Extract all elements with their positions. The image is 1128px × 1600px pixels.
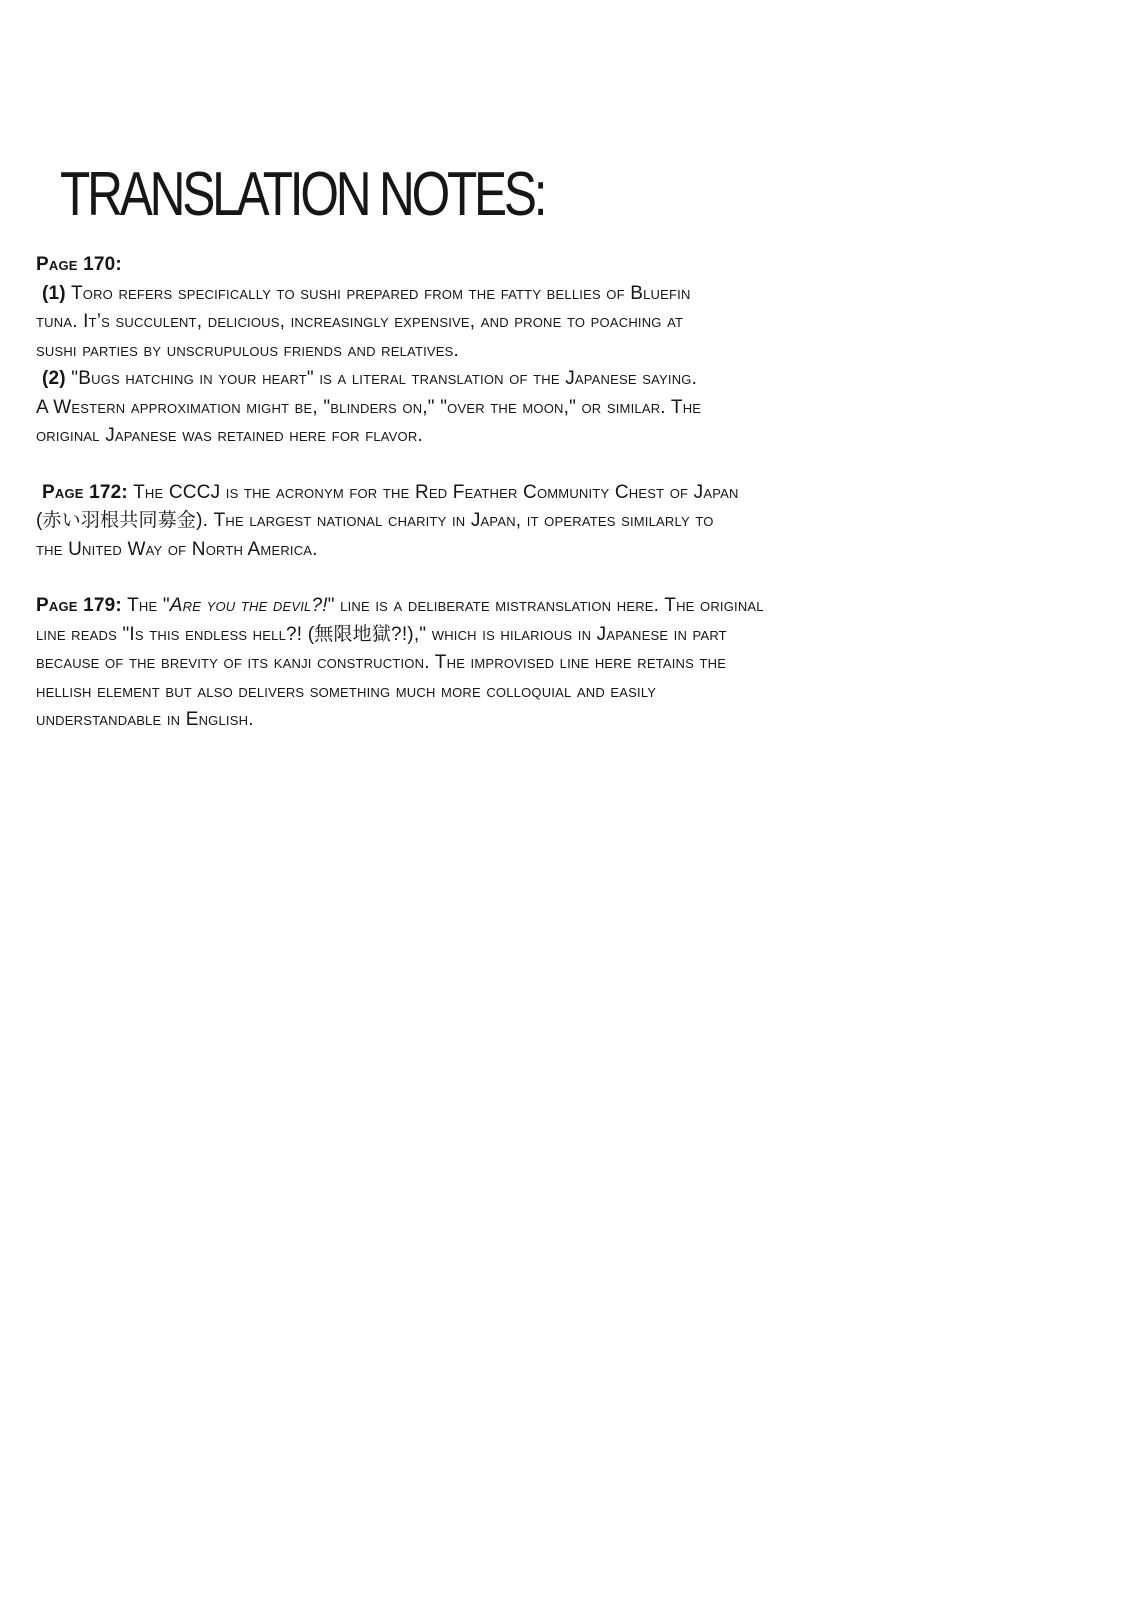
note-text: The CCCJ is the acronym for the Red Feather Community Chest of Japan	[127, 481, 739, 503]
note-text: The "	[121, 595, 170, 616]
note-page-170	[36, 251, 1036, 451]
note-line: hellish element but also delivers something much more colloquial and easily	[36, 680, 657, 702]
note-line	[36, 592, 1036, 621]
note-line: original Japanese was retained here for flavor.	[36, 425, 423, 446]
note-line: understandable in English.	[36, 709, 254, 730]
note-line	[36, 280, 1036, 309]
note-text: " line is a deliberate mistranslation here. The original	[327, 595, 764, 616]
quoted-line: Are you the devil?!	[169, 595, 328, 616]
note-label: Page 172:	[42, 481, 128, 503]
note-line: A Western approximation might be, "blinders on," "over the moon," or similar. The	[36, 396, 702, 418]
note-line: (赤い羽根共同募金). The largest national charity in Japan, it operates similarly to	[36, 510, 714, 531]
translation-notes	[36, 251, 1036, 735]
note-line: sushi parties by unscrupulous friends and relatives.	[36, 339, 459, 361]
note-line: line reads "Is this endless hell?! (無限地獄?!)," which is hilarious in Japanese in part	[36, 623, 727, 645]
spacer	[36, 451, 1036, 479]
note-page-172	[36, 479, 1036, 565]
note-text: "Bugs hatching in your heart" is a literal translation of the Japanese saying.	[65, 368, 698, 389]
note-item-number: (2)	[42, 368, 66, 389]
spacer	[36, 564, 1036, 592]
note-line: the United Way of North America.	[36, 538, 318, 560]
note-line	[36, 365, 1036, 394]
note-line	[36, 479, 1036, 508]
note-item-number: (1)	[42, 282, 66, 304]
note-line: because of the brevity of its kanji construction. The improvised line here retains the	[36, 652, 727, 673]
note-line: tuna. It’s succulent, delicious, increasingly expensive, and prone to poaching at	[36, 311, 684, 332]
note-text: Toro refers specifically to sushi prepared from the fatty bellies of Bluefin	[65, 282, 691, 304]
note-page-179	[36, 592, 1036, 735]
note-label: Page 179:	[36, 595, 122, 616]
note-label: Page 170:	[36, 254, 122, 275]
page-title: TRANSLATION NOTES:	[60, 160, 545, 229]
